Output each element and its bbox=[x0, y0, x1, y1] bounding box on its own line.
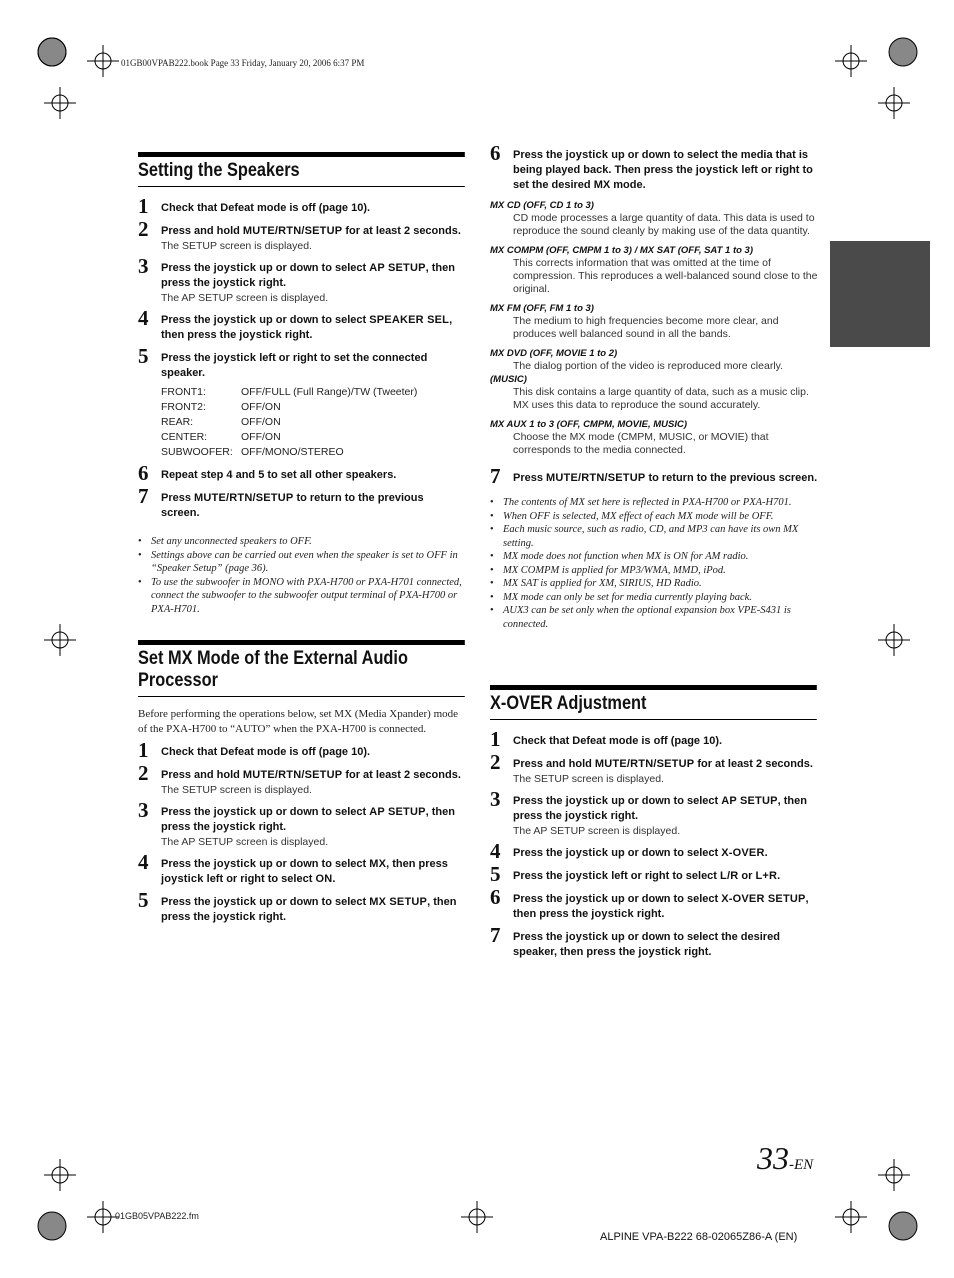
page-number: 33-EN bbox=[757, 1140, 814, 1176]
step: 1 Check that Defeat mode is off (page 10). bbox=[138, 194, 371, 218]
step: 7 Press MUTE/RTN/SETUP to return to the previous screen. bbox=[490, 464, 818, 488]
step: 1 Check that Defeat mode is off (page 10). bbox=[138, 738, 371, 762]
step: 3 Press the joystick up or down to select AP SETUP, then press the joystick right. The AP SETUP screen is displayed. bbox=[138, 254, 455, 304]
step: 6 Press the joystick up or down to select the media that is being played back. Then press the joystick left or right to set the desired MX mode. bbox=[490, 141, 813, 191]
step: 2 Press and hold MUTE/RTN/SETUP for at least 2 seconds. The SETUP screen is displayed. bbox=[490, 750, 813, 785]
side-tab bbox=[830, 241, 930, 347]
step: 4 Press the joystick up or down to select MX, then press joystick left or right to select ON. bbox=[138, 850, 448, 885]
step: 1 Check that Defeat mode is off (page 10). bbox=[490, 727, 723, 751]
notes: • The contents of MX set here is reflected in PXA-H700 or PXA-H701. • When OFF is selected, MX effect of each MX mode will be OFF. • Each music source, such as radio, CD, and MP3 can have its own MX setting. • MX mode does not function when MX is ON for AM radio. • MX COMPM is applied for MP3/WMA, MMD, iPod. • MX SAT is applied for XM, SIRIUS, HD Radio. • MX mode can only be set for media currently playing back. • AUX3 can be set only when the optional expansion box VPE-S431 is connected. bbox=[490, 496, 818, 631]
step: 7 Press the joystick up or down to select the desired speaker, then press the joystick right. bbox=[490, 923, 780, 958]
intro-text: Before performing the operations below, set MX (Media Xpander) mode of the PXA-H700 to “AUTO” when the PXA-H700 is connected. bbox=[138, 708, 459, 735]
step: 2 Press and hold MUTE/RTN/SETUP for at least 2 seconds. The SETUP screen is displayed. bbox=[138, 761, 461, 796]
step: 2 Press and hold MUTE/RTN/SETUP for at least 2 seconds. The SETUP screen is displayed. bbox=[138, 217, 461, 252]
notes: • Set any unconnected speakers to OFF. • Settings above can be carried out even when the speaker is set to OFF in “Speaker Setup” (page 36). • To use the subwoofer in MONO with PXA-H700 or PXA-H701 connected, connect the subwoofer to the subwoofer output terminal of PXA-H700 or PXA-H701. bbox=[138, 535, 464, 616]
section-title-mx: Set MX Mode of the External Audio Processor bbox=[138, 640, 465, 697]
step: 5 Press the joystick left or right to select L/R or L+R. bbox=[490, 862, 781, 886]
mx-options: MX CD (OFF, CD 1 to 3) CD mode processes a large quantity of data. This data is used to reproduce the sound cleanly by making use of the data quantity. MX COMPM (OFF, CMPM 1 to 3) / MX SAT (OFF, SAT 1 to 3) This corrects information that was omitted at the time of compression. This reproduces a well-balanced sound close to the original. MX FM (OFF, FM 1 to 3) The medium to high frequencies become more clear, and produces well balanced sound in all the bands. MX DVD (OFF, MOVIE 1 to 2) The dialog portion of the video is reproduced more clearly. (MUSIC) This disk contains a large quantity of data, such as a music clip. MX uses this data to reproduce the sound accurately. MX AUX 1 to 3 (OFF, CMPM, MOVIE, MUSIC) Choose the MX mode (CMPM, MUSIC, or MOVIE) that corresponds to the media connected. bbox=[490, 200, 818, 456]
step: 6 Press the joystick up or down to select X-OVER SETUP, then press the joystick right. bbox=[490, 885, 809, 920]
step: 5 Press the joystick up or down to select MX SETUP, then press the joystick right. bbox=[138, 888, 457, 923]
step: 4 Press the joystick up or down to select SPEAKER SEL, then press the joystick right. bbox=[138, 306, 453, 341]
step: 5 Press the joystick left or right to set the connected speaker. FRONT1: OFF/FULL (Full Range)/TW (Tweeter) FRONT2: OFF/ON REAR: OFF/ON CENTER: OFF/ON SUBWOOFER: OFF/MONO/STEREO bbox=[138, 351, 464, 460]
right-column bbox=[490, 140, 818, 631]
step: 7 Press MUTE/RTN/SETUP to return to the previous screen. bbox=[138, 484, 424, 519]
left-column bbox=[138, 152, 464, 925]
model-code: ALPINE VPA-B222 68-02065Z86-A (EN) bbox=[600, 1231, 798, 1243]
section-title-speakers: Setting the Speakers bbox=[138, 152, 465, 187]
section-title-xover: X-OVER Adjustment bbox=[490, 685, 817, 720]
speaker-table: FRONT1: OFF/FULL (Full Range)/TW (Tweeter) FRONT2: OFF/ON REAR: OFF/ON CENTER: OFF/ON SUBWOOFER: OFF/MONO/STEREO bbox=[161, 386, 418, 458]
file-info: 01GB00VPAB222.book Page 33 Friday, January 20, 2006 6:37 PM bbox=[121, 58, 365, 68]
fm-file: 01GB05VPAB222.fm bbox=[115, 1211, 199, 1221]
step: 3 Press the joystick up or down to select AP SETUP, then press the joystick right. The AP SETUP screen is displayed. bbox=[490, 787, 807, 837]
step: 6 Repeat step 4 and 5 to set all other speakers. bbox=[138, 461, 397, 485]
step: 4 Press the joystick up or down to select X-OVER. bbox=[490, 839, 768, 863]
xover-section bbox=[490, 685, 818, 960]
step: 3 Press the joystick up or down to select AP SETUP, then press the joystick right. The AP SETUP screen is displayed. bbox=[138, 798, 455, 848]
